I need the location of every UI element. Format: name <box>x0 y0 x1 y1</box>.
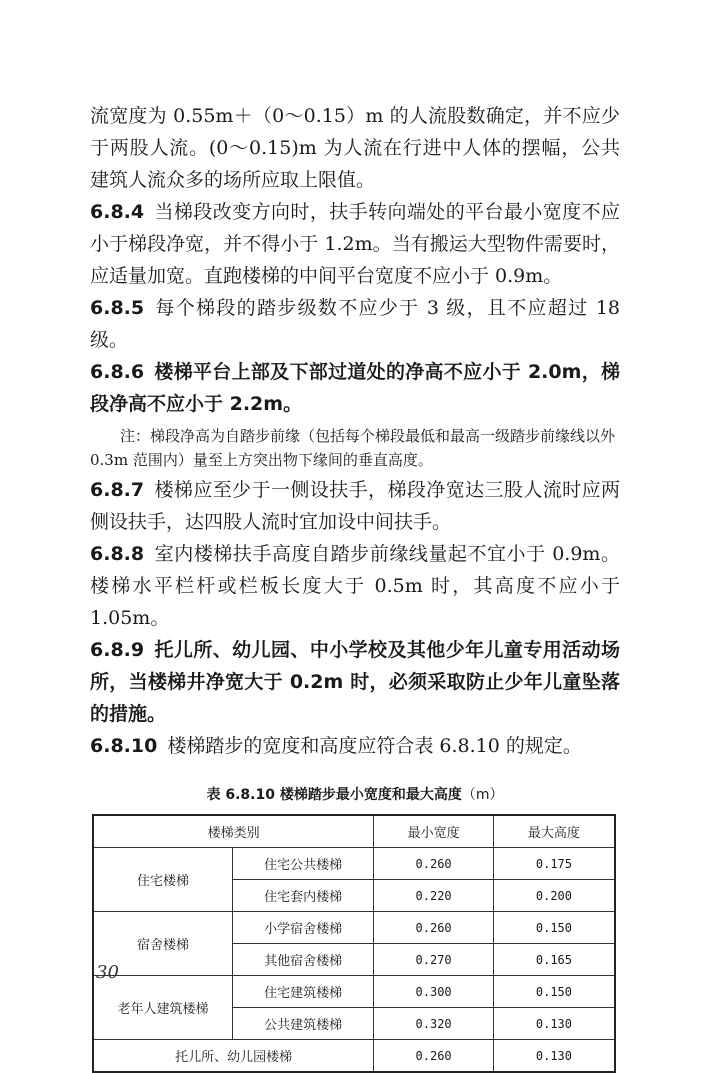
clause-text: 楼梯平台上部及下部过道处的净高不应小于 2.0m，梯段净高不应小于 2.2m。 <box>90 361 620 415</box>
min-width-value: 0.260 <box>374 848 494 880</box>
note: 注：梯段净高为自踏步前缘（包括每个梯段最低和最高一级踏步前缘线以外 0.3m 范围内）量至上方突出物下缘间的垂直高度。 <box>90 427 616 469</box>
min-width-value: 0.300 <box>374 976 494 1008</box>
clause-6-8-10 <box>90 730 620 762</box>
clause-text: 楼梯应至少于一侧设扶手，梯段净宽达三股人流时应两侧设扶手，达四股人流时宜加设中间扶手。 <box>90 479 620 533</box>
page-number: 30 <box>96 962 119 983</box>
page-content <box>90 100 620 1073</box>
stair-type: 住宅建筑楼梯 <box>232 976 373 1008</box>
clause-6-8-8 <box>90 538 620 634</box>
table-row <box>93 848 615 880</box>
paragraph-continued: 流宽度为 0.55m＋（0～0.15）m 的人流股数确定，并不应少于两股人流。(0～0.15)m 为人流在行进中人体的摆幅，公共建筑人流众多的场所应取上限值。 <box>90 105 620 191</box>
clause-number: 6.8.9 <box>90 639 145 661</box>
max-height-value: 0.130 <box>493 1040 615 1073</box>
table-caption-number: 表 6.8.10 <box>206 787 275 803</box>
header-min-width: 最小宽度 <box>374 815 494 848</box>
header-category: 楼梯类别 <box>93 815 374 848</box>
header-max-height: 最大高度 <box>493 815 615 848</box>
clause-6-8-7 <box>90 474 620 538</box>
group-name: 住宅楼梯 <box>93 848 232 912</box>
max-height-value: 0.130 <box>493 1008 615 1040</box>
min-width-value: 0.260 <box>374 1040 494 1073</box>
clause-text: 当梯段改变方向时，扶手转向端处的平台最小宽度不应小于梯段净宽，并不得小于 1.2m。当有搬运大型物件需要时，应适量加宽。直跑楼梯的中间平台宽度不应小于 0.9m。 <box>90 201 620 287</box>
clause-number: 6.8.5 <box>90 297 145 319</box>
stair-type: 小学宿舍楼梯 <box>232 912 373 944</box>
stair-type: 住宅套内楼梯 <box>232 880 373 912</box>
min-width-value: 0.260 <box>374 912 494 944</box>
min-width-value: 0.320 <box>374 1008 494 1040</box>
stair-type: 住宅公共楼梯 <box>232 848 373 880</box>
stair-step-table <box>92 814 616 1073</box>
max-height-value: 0.165 <box>493 944 615 976</box>
max-height-value: 0.200 <box>493 880 615 912</box>
clause-text: 楼梯踏步的宽度和高度应符合表 6.8.10 的规定。 <box>167 735 582 757</box>
table-header-row <box>93 815 615 848</box>
clause-text: 室内楼梯扶手高度自踏步前缘线量起不宜小于 0.9m。楼梯水平栏杆或栏板长度大于 0.5m 时，其高度不应小于 1.05m。 <box>90 543 620 629</box>
group-name: 老年人建筑楼梯 <box>93 976 232 1040</box>
clause-6-8-5 <box>90 292 620 356</box>
table-caption <box>90 784 620 804</box>
stair-type: 托儿所、幼儿园楼梯 <box>93 1040 374 1073</box>
clause-6-8-4 <box>90 196 620 292</box>
clause-number: 6.8.4 <box>90 201 145 223</box>
table-caption-title: 楼梯踏步最小宽度和最大高度 <box>279 787 462 803</box>
clause-number: 6.8.10 <box>90 735 158 757</box>
stair-type: 公共建筑楼梯 <box>232 1008 373 1040</box>
table-caption-unit: （m） <box>461 787 504 803</box>
max-height-value: 0.175 <box>493 848 615 880</box>
clause-6-8-9 <box>90 634 620 730</box>
stair-type: 其他宿舍楼梯 <box>232 944 373 976</box>
table-row <box>93 1040 615 1073</box>
max-height-value: 0.150 <box>493 912 615 944</box>
clause-text: 每个梯段的踏步级数不应少于 3 级，且不应超过 18 级。 <box>90 297 620 351</box>
table-row <box>93 912 615 944</box>
clause-number: 6.8.6 <box>90 361 145 383</box>
clause-number: 6.8.7 <box>90 479 145 501</box>
min-width-value: 0.220 <box>374 880 494 912</box>
table-row <box>93 976 615 1008</box>
max-height-value: 0.150 <box>493 976 615 1008</box>
clause-6-8-6 <box>90 356 620 420</box>
group-name: 宿舍楼梯 <box>93 912 232 976</box>
min-width-value: 0.270 <box>374 944 494 976</box>
clause-text: 托儿所、幼儿园、中小学校及其他少年儿童专用活动场所，当楼梯井净宽大于 0.2m 时，必须采取防止少年儿童坠落的措施。 <box>90 639 620 725</box>
clause-number: 6.8.8 <box>90 543 145 565</box>
